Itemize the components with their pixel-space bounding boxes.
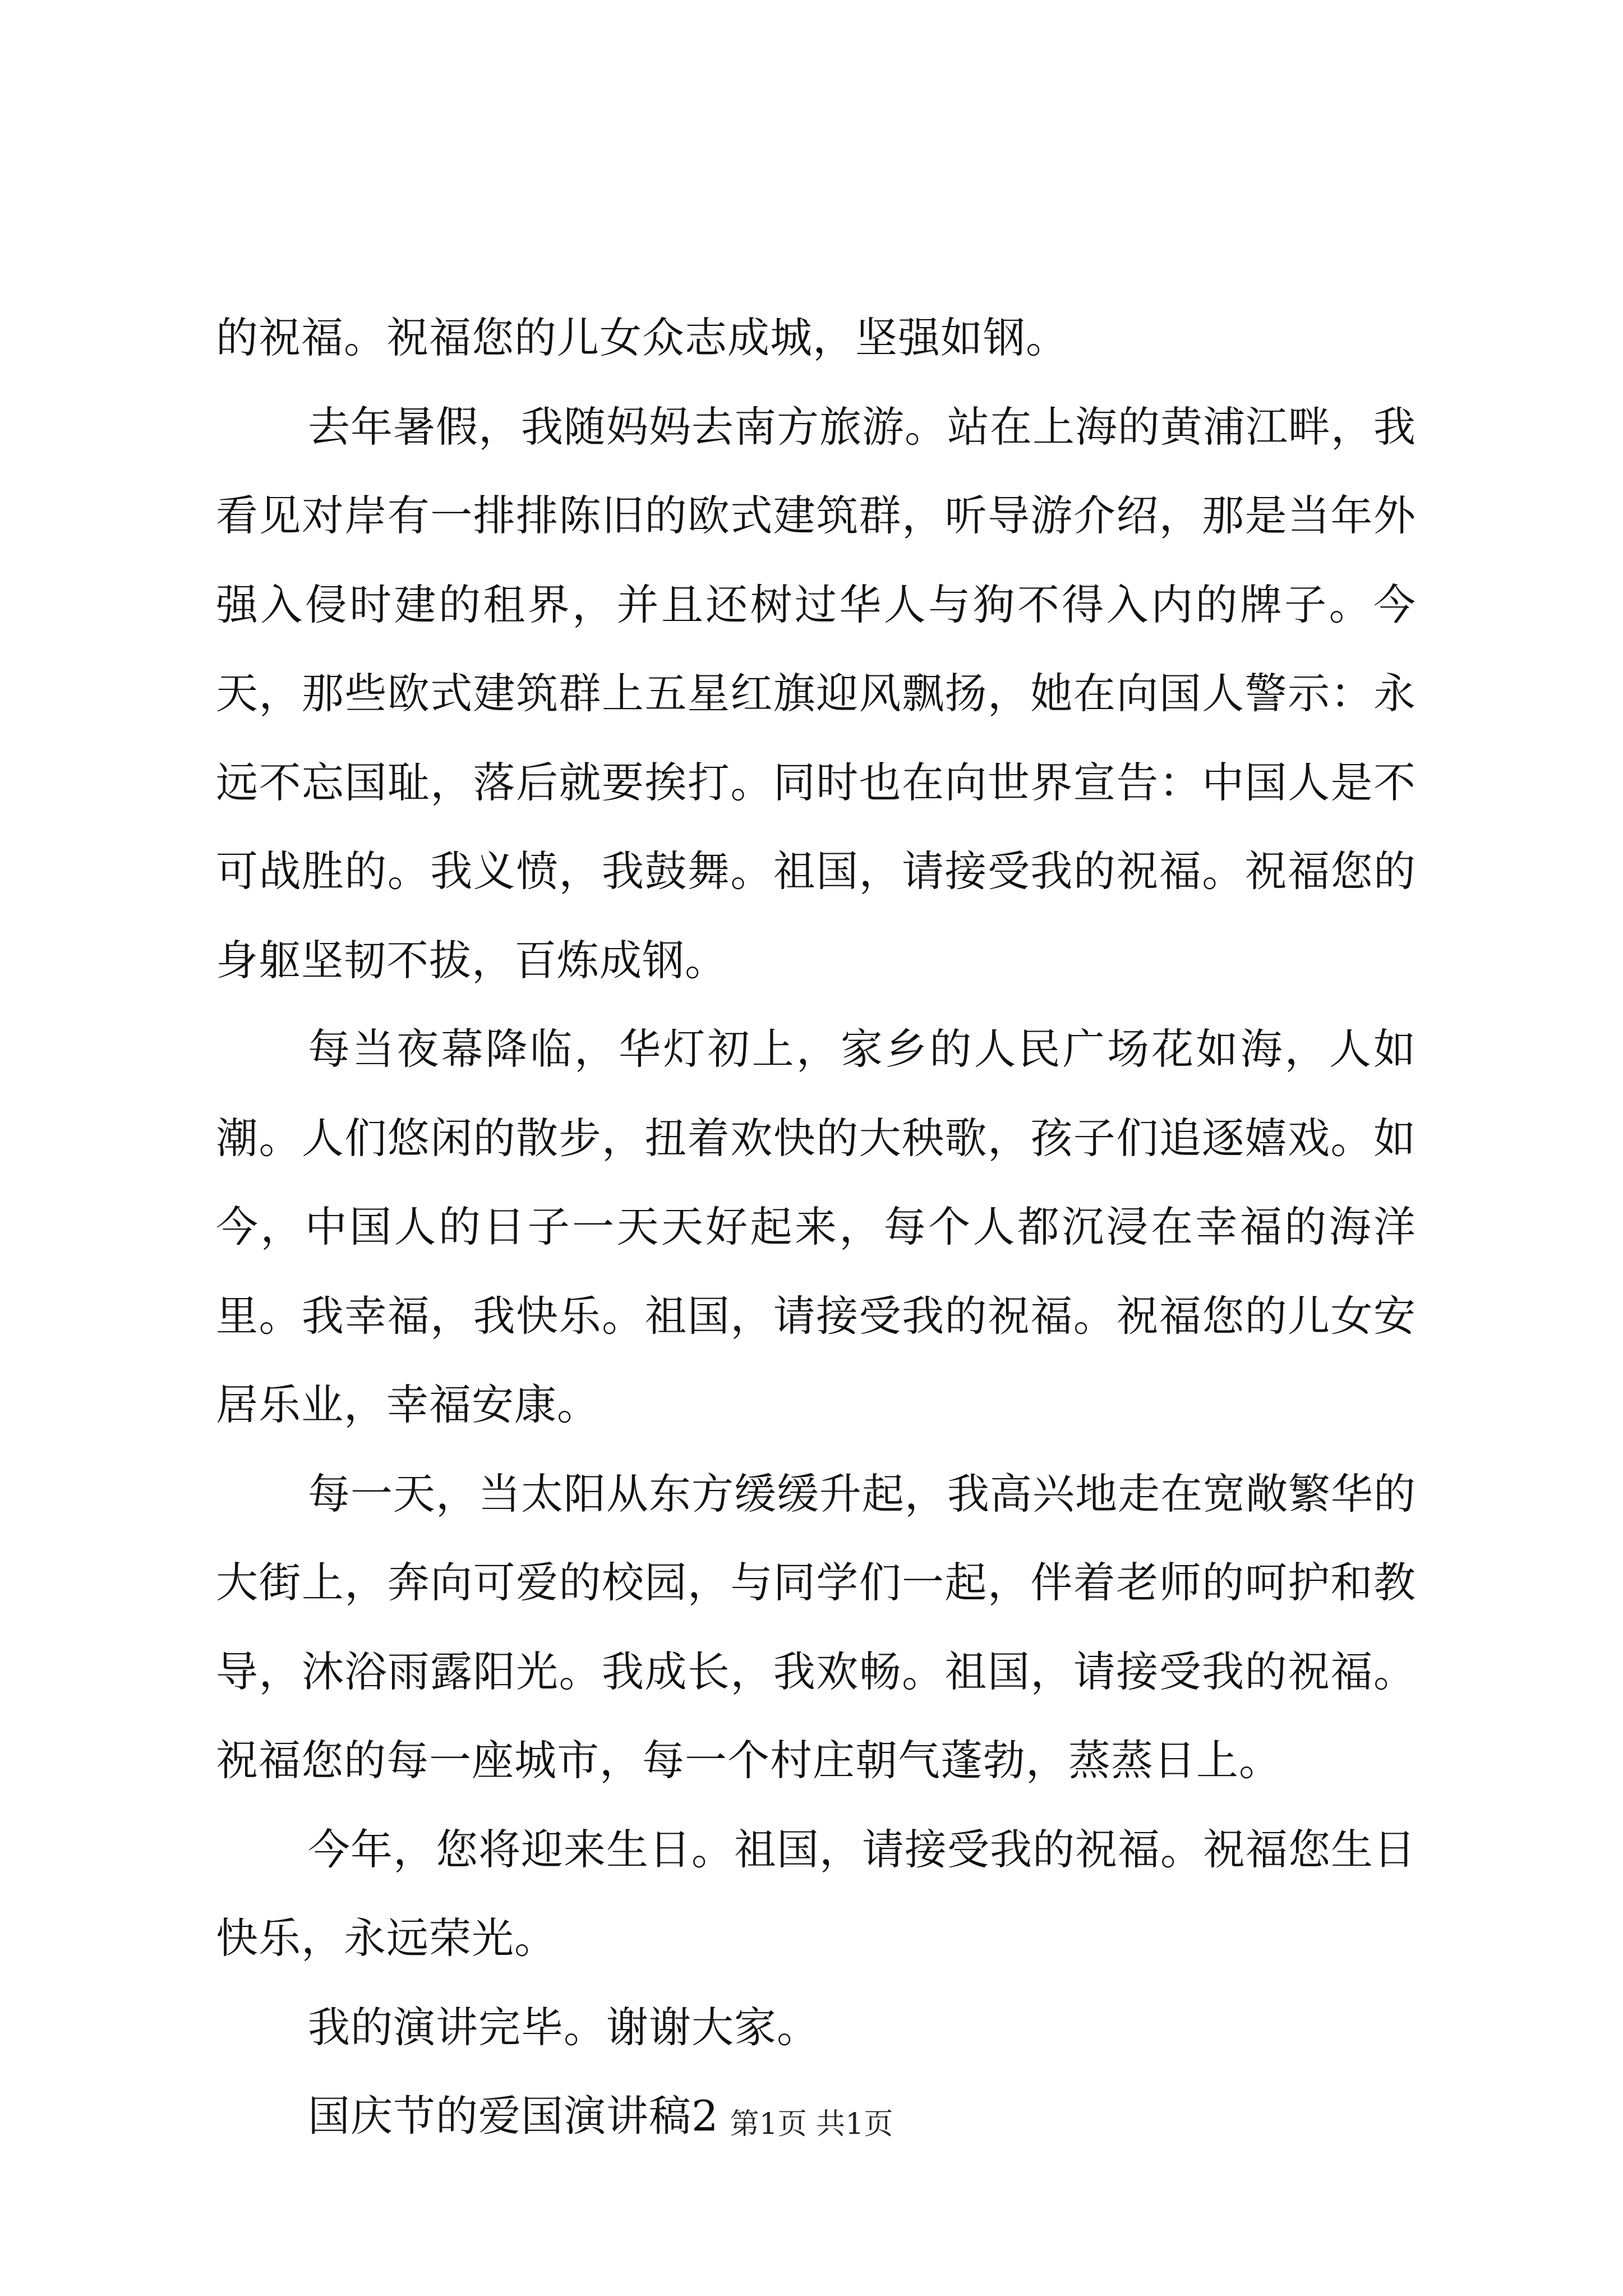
paragraph-closing: 我的演讲完毕。谢谢大家。 — [308, 2002, 820, 2052]
page-number-footer: 第1页 共1页 — [730, 2108, 893, 2141]
paragraph-people-square: 每当夜幕降临，华灯初上，家乡的人民广场花如海，人如潮。人们悠闲的散步，扭着欢快的大秧歌，孩子们追逐嬉戏。如今，中国人的日子一天天好起来，每个人都沉浸在幸福的海洋里。我幸福，我快乐。祖国，请接受我的祝福。祝福您的儿女安居乐业，幸福安康。 — [216, 1024, 1416, 1429]
paragraph-birthday: 今年，您将迎来生日。祖国，请接受我的祝福。祝福您生日快乐，永远荣光。 — [216, 1824, 1417, 1963]
section-heading: 国庆节的爱国演讲稿2 — [308, 2091, 719, 2141]
document-body — [216, 293, 1416, 2161]
paragraph-huangpu-river: 去年暑假，我随妈妈去南方旅游。站在上海的黄浦江畔，我看见对岸有一排排陈旧的欧式建筑群，听导游介绍，那是当年外强入侵时建的租界，并且还树过华人与狗不得入内的牌子。今天，那些欧式建筑群上五星红旗迎风飘扬，她在向国人警示：永远不忘国耻，落后就要挨打。同时也在向世界宣告：中国人是不可战胜的。我义愤，我鼓舞。祖国，请接受我的祝福。祝福您的身躯坚韧不拔，百炼成钢。 — [216, 402, 1417, 985]
paragraph-school-day: 每一天，当太阳从东方缓缓升起，我高兴地走在宽敞繁华的大街上，奔向可爱的校园，与同学们一起，伴着老师的呵护和教导，沐浴雨露阳光。我成长，我欢畅。祖国，请接受我的祝福。祝福您的每一座城市，每一个村庄朝气蓬勃，蒸蒸日上。 — [216, 1469, 1417, 1785]
paragraph-continuation: 的祝福。祝福您的儿女众志成城，坚强如钢。 — [216, 313, 1069, 362]
